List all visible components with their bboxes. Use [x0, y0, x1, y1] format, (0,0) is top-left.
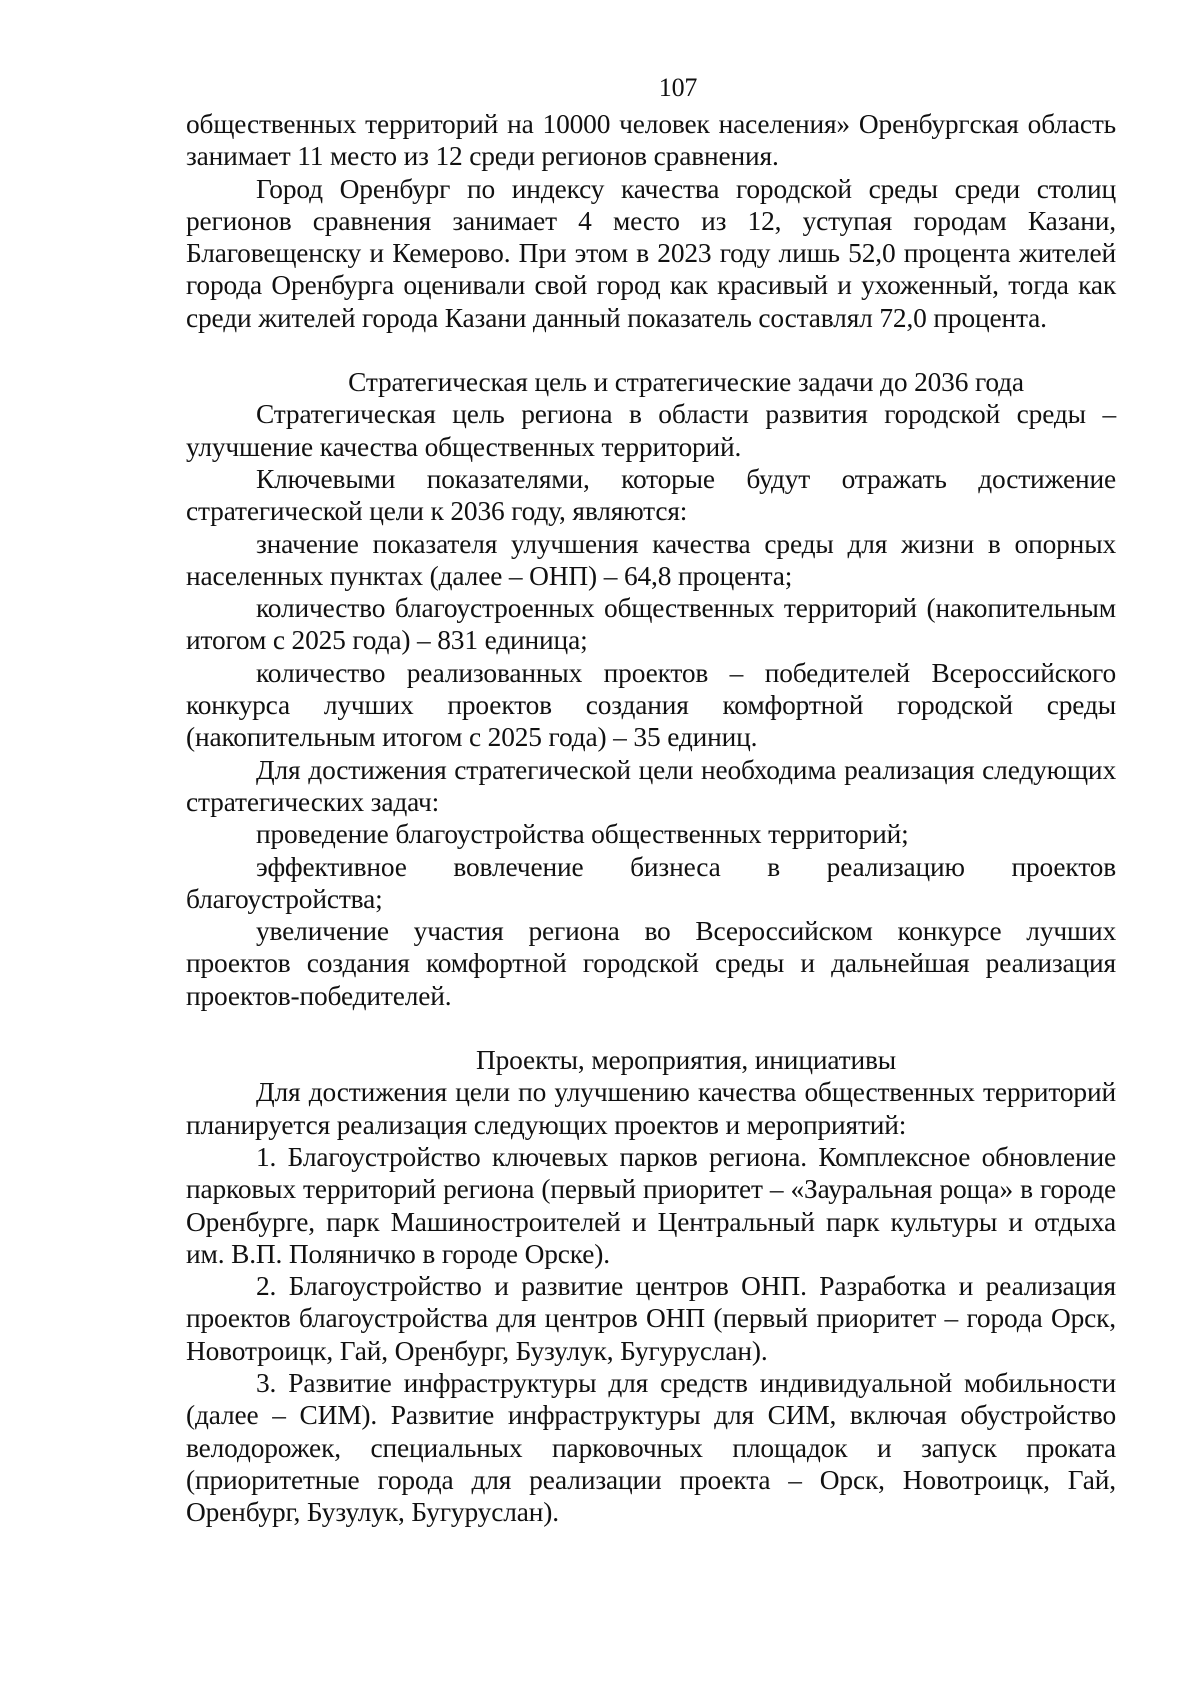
paragraph-continuation: общественных территорий на 10000 человек населения» Оренбургская область занимает 11 место из 12 среди регионов сравнения.	[186, 109, 1116, 172]
project-item-sim-infrastructure: 3. Развитие инфраструктуры для средств индивидуальной мобильности (далее – СИМ). Развитие инфраструктуры для СИМ, включая обустройство велодорожек, специальных парковочных площадок и запуск проката (приоритетные города для реализации проекта – Орск, Новотроицк, Гай, Оренбург, Бузулук, Бугуруслан).	[186, 1367, 1116, 1528]
project-item-parks: 1. Благоустройство ключевых парков региона. Комплексное обновление парковых территорий региона (первый приоритет – «Зауральная роща» в городе Оренбурге, парк Машиностроителей и Центральный парк культуры и отдыха им. В.П. Поляничко в городе Орске).	[186, 1141, 1116, 1269]
paragraph-strategic-goal: Стратегическая цель региона в области развития городской среды – улучшение качества общественных территорий.	[186, 399, 1116, 462]
task-contest-participation: увеличение участия региона во Всероссийском конкурсе лучших проектов создания комфортной городской среды и дальнейшая реализация проектов-победителей.	[186, 916, 1116, 1011]
paragraph-orenburg-index: Город Оренбург по индексу качества городской среды среди столиц регионов сравнения занимает 4 место из 12, уступая городам Казани, Благовещенску и Кемерово. При этом в 2023 году лишь 52,0 процента жителей города Оренбурга оценивали свой город как красивый и ухоженный, тогда как среди жителей города Казани данный показатель составлял 72,0 процента.	[186, 173, 1116, 333]
task-landscaping: проведение благоустройства общественных территорий;	[256, 819, 909, 850]
paragraph-tasks-intro: Для достижения стратегической цели необходима реализация следующих стратегических задач:	[186, 754, 1116, 817]
indicator-contest-projects: количество реализованных проектов – победителей Всероссийского конкурса лучших проектов создания комфортной городской среды (накопительным итогом с 2025 года) – 35 единиц.	[186, 657, 1116, 753]
section-heading-strategic-goal: Стратегическая цель и стратегические задачи до 2036 года	[348, 367, 1024, 398]
paragraph-projects-intro: Для достижения цели по улучшению качества общественных территорий планируется реализация следующих проектов и мероприятий:	[186, 1077, 1116, 1140]
section-spacer	[186, 1012, 1116, 1044]
project-item-onp-centers: 2. Благоустройство и развитие центров ОНП. Разработка и реализация проектов благоустройства для центров ОНП (первый приоритет – города Орск, Новотроицк, Гай, Оренбург, Бузулук, Бугуруслан).	[186, 1271, 1116, 1366]
section-heading-projects: Проекты, мероприятия, инициативы	[476, 1045, 896, 1076]
section-spacer	[186, 334, 1116, 366]
page-number: 107	[658, 73, 698, 102]
document-page	[186, 72, 1116, 1528]
task-business-involvement: эффективное вовлечение бизнеса в реализацию проектов благоустройства;	[186, 851, 1116, 914]
paragraph-key-indicators: Ключевыми показателями, которые будут отражать достижение стратегической цели к 2036 году, являются:	[186, 463, 1116, 527]
indicator-public-territories: количество благоустроенных общественных территорий (накопительным итогом с 2025 года) – 831 единица;	[186, 593, 1116, 656]
indicator-onp-quality: значение показателя улучшения качества среды для жизни в опорных населенных пунктах (далее – ОНП) – 64,8 процента;	[186, 528, 1116, 591]
